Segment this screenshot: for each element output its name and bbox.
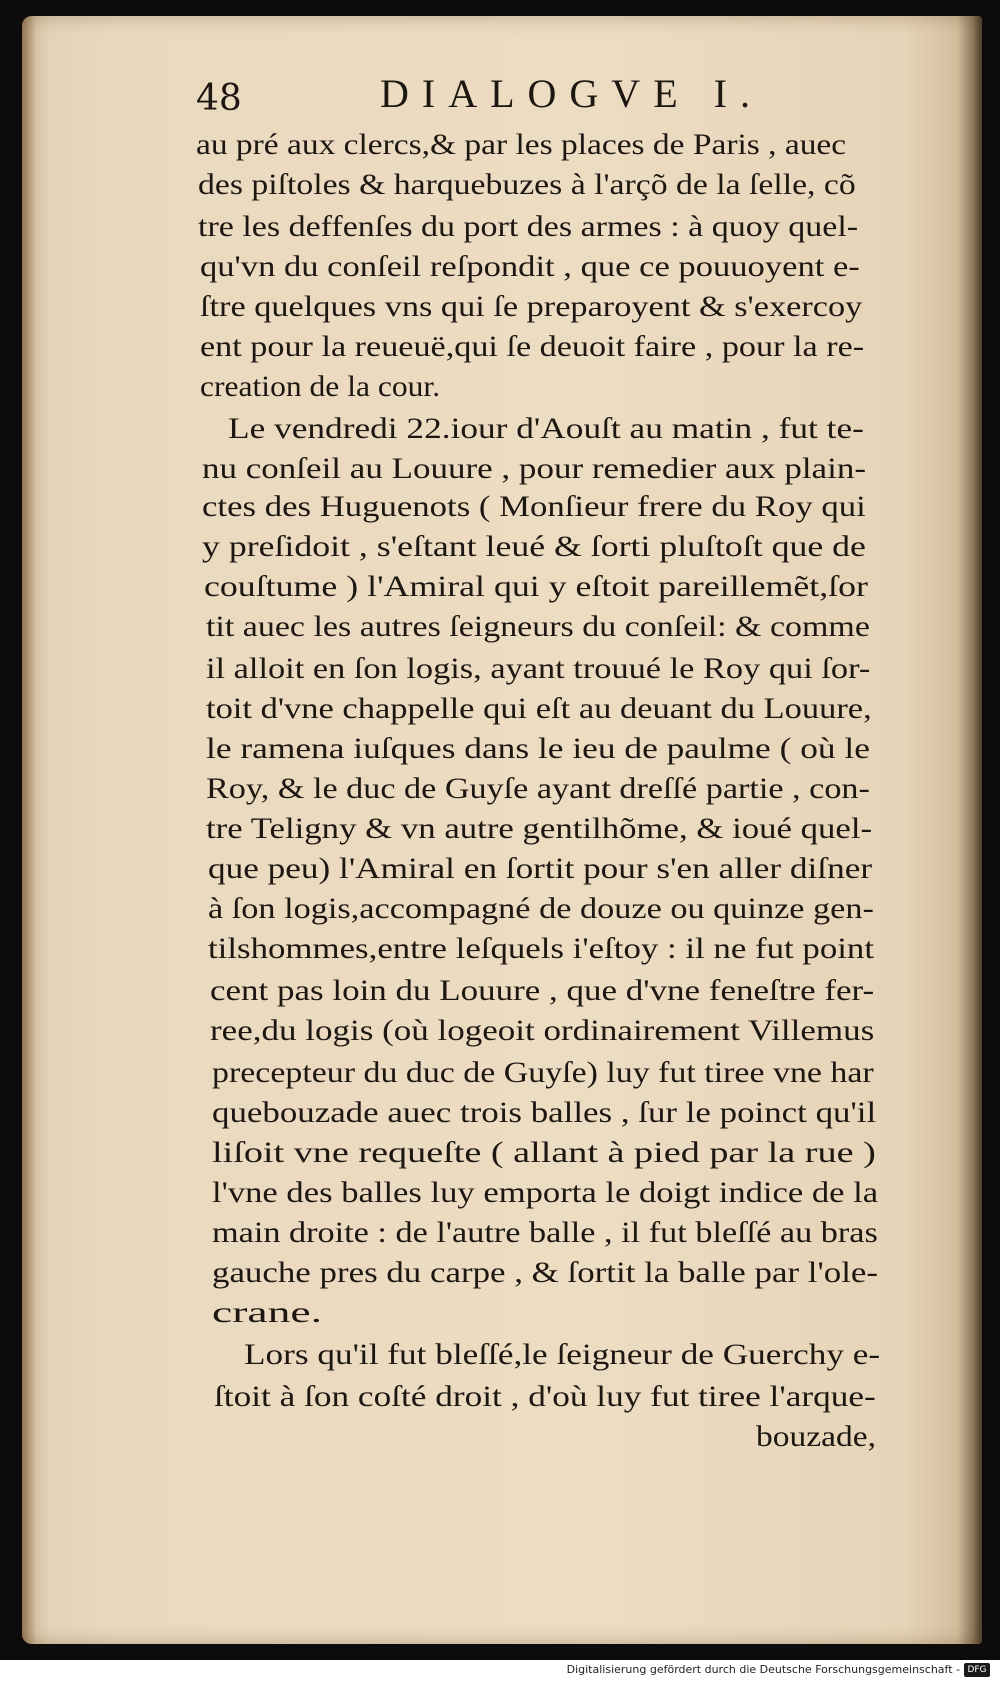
dfg-logo: DFG xyxy=(964,1663,990,1677)
text-line: à ſon logis,accompagné de douze ou quinze gen- xyxy=(208,892,874,925)
page-number: 48 xyxy=(196,78,242,119)
text-line: tilshommes,entre leſquels i'eſtoy : il ne fut point xyxy=(208,932,875,965)
text-line: tit auec les autres ſeigneurs du conſeil: & comme xyxy=(206,610,870,643)
text-line: crane. xyxy=(212,1296,323,1329)
running-title: DIALOGVE I. xyxy=(380,71,763,116)
text-line: cent pas loin du Louure , que d'vne feneſtre fer- xyxy=(210,974,875,1007)
text-line: gauche pres du carpe , & ſortit la balle par l'ole- xyxy=(212,1256,879,1289)
text-line: Roy, & le duc de Guyſe ayant dreſſé partie , con- xyxy=(206,772,870,805)
text-line: y preſidoit , s'eſtant leué & ſorti pluſtoſt que de xyxy=(202,530,866,563)
text-line: ree,du logis (où logeoit ordinairement Villemus xyxy=(210,1014,875,1047)
text-line: ctes des Huguenots ( Monſieur frere du Roy qui xyxy=(202,490,866,523)
text-line: ent pour la reueuë,qui ſe deuoit faire , pour la re- xyxy=(200,330,865,363)
text-line: nu conſeil au Louure , pour remedier aux plain- xyxy=(202,452,866,485)
text-line: tre Teligny & vn autre gentilhõme, & ioué quel- xyxy=(206,812,873,845)
text-line: tre les deffenſes du port des armes : à quoy quel- xyxy=(198,210,859,243)
text-line: que peu) l'Amiral en ſortit pour s'en aller diſner xyxy=(208,852,873,885)
text-line: quebouzade auec trois balles , ſur le poinct qu'il xyxy=(212,1096,877,1129)
text-line: au pré aux clercs,& par les places de Paris , auec xyxy=(196,128,847,161)
text-line: Le vendredi 22.iour d'Aouſt au matin , fut te- xyxy=(228,412,864,445)
text-line: ſtre quelques vns qui ſe preparoyent & s'exercoy xyxy=(200,290,863,323)
text-line: main droite : de l'autre balle , il fut bleſſé au bras xyxy=(212,1216,878,1249)
text-line: couſtume ) l'Amiral qui y eſtoit pareillemẽt,ſor xyxy=(204,570,868,603)
text-line: liſoit vne requeſte ( allant à pied par la rue ) xyxy=(212,1136,876,1169)
text-line: des piſtoles & harquebuzes à l'arçõ de la ſelle, cõ xyxy=(198,168,856,201)
text-line: toit d'vne chappelle qui eſt au deuant du Louure, xyxy=(206,692,872,725)
text-line: ſtoit à ſon coſté droit , d'où luy fut tiree l'arque- xyxy=(214,1380,876,1413)
text-line: le ramena iuſques dans le ieu de paulme ( où le xyxy=(206,732,870,765)
funding-notice: Digitalisierung gefördert durch die Deutsche Forschungsgemeinschaft - xyxy=(566,1663,960,1676)
text-line: Lors qu'il fut bleſſé,le ſeigneur de Guerchy e- xyxy=(244,1338,881,1371)
text-line: l'vne des balles luy emporta le doigt indice de la xyxy=(212,1176,879,1209)
text-line: il alloit en ſon logis, ayant trouué le Roy qui ſor- xyxy=(206,652,871,685)
text-line: bouzade, xyxy=(756,1420,877,1453)
footer-bar xyxy=(0,1660,1000,1681)
page-edge-shadow xyxy=(958,16,982,1644)
page-gutter-shadow xyxy=(22,16,36,1644)
text-line: creation de la cour. xyxy=(200,370,441,403)
text-line: precepteur du duc de Guyſe) luy fut tiree vne har xyxy=(212,1056,874,1089)
text-line: qu'vn du conſeil reſpondit , que ce pouuoyent e- xyxy=(200,250,860,283)
